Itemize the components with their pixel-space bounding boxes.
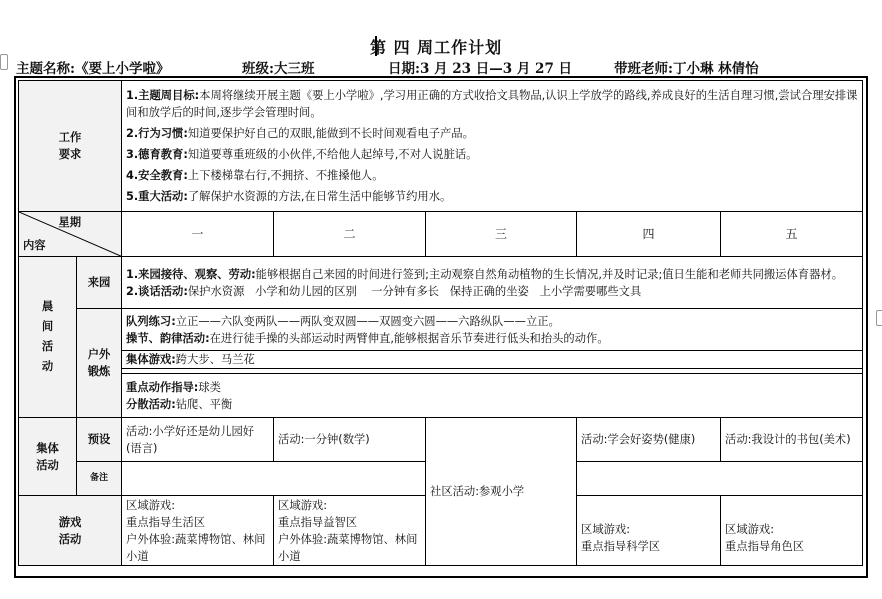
group-activity-thu: 活动:学会好姿势(健康) — [577, 418, 721, 462]
weekday-axis-label: 星期 — [58, 216, 82, 229]
arrival-label: 来园 — [77, 257, 122, 309]
date-info: 日期:3 月 23 日—3 月 27 日 — [388, 61, 573, 77]
game-activity-label: 游戏 活动 — [19, 496, 122, 566]
goal-item-4: 4.安全教育:上下楼梯靠右行,不拥挤、不推搡他人。 — [126, 169, 384, 182]
goal-item-2: 2.行为习惯:知道要保护好自己的双眼,能做到不长时间观看电子产品。 — [126, 127, 474, 140]
focus-row — [19, 374, 863, 418]
weekday-tue: 二 — [274, 212, 426, 257]
page-title: 第 四 周工作计划 — [370, 38, 503, 57]
work-requirements-content — [122, 81, 863, 212]
goal-item-5: 5.重大活动:了解保护水资源的方法,在日常生活中能够节约用水。 — [126, 190, 452, 203]
work-requirements-row — [19, 81, 863, 212]
group-activity-tue: 活动:一分钟(数学) — [274, 418, 426, 462]
diagonal-header-cell — [19, 212, 122, 257]
arrival-row — [19, 257, 863, 309]
outdoor-exercise-label: 户外 锻炼 — [77, 309, 122, 418]
ruler-marker-left — [0, 54, 8, 70]
notes-thu-fri — [577, 462, 863, 496]
group-activity-wed: 社区活动:参观小学 — [426, 418, 577, 566]
weekday-mon: 一 — [122, 212, 274, 257]
focus-content: 重点动作指导:球类 分散活动:钻爬、平衡 — [122, 374, 863, 418]
game-activity-tue: 区域游戏: 重点指导益智区 户外体验:蔬菜博物馆、林间小道 — [274, 496, 426, 566]
game-activity-mon: 区域游戏: 重点指导生活区 户外体验:蔬菜博物馆、林间小道 — [122, 496, 274, 566]
goal-item-3: 3.德育教育:知道要尊重班级的小伙伴,不给他人起绰号,不对人说脏话。 — [126, 148, 478, 161]
outdoor-drill-row — [19, 309, 863, 351]
group-game-row — [19, 351, 863, 369]
weekly-plan-table — [18, 80, 863, 566]
game-activity-thu: 区域游戏: 重点指导科学区 — [577, 496, 721, 566]
content-axis-label: 内容 — [23, 239, 46, 252]
group-activity-label: 集体 活动 — [19, 418, 77, 496]
weekday-fri: 五 — [721, 212, 863, 257]
notes-label: 备注 — [77, 462, 122, 496]
work-requirements-label: 工作 要求 — [19, 81, 122, 212]
ruler-marker-right — [876, 310, 882, 326]
weekday-header-row — [19, 212, 863, 257]
drill-content: 队列练习:立正——六队变两队——两队变双圆——双圆变六圆——六路纵队——立正。 操节、韵律活动:在进行徒手操的头部运动时两臂伸直,能够根据音乐节奏进行低头和抬头的动作。 — [122, 309, 863, 351]
group-activity-preset-row — [19, 418, 863, 462]
morning-activity-label: 晨 间 活 动 — [19, 257, 77, 418]
class-info: 班级:大三班 — [242, 61, 315, 77]
group-activity-mon: 活动:小学好还是幼儿园好(语言) — [122, 418, 274, 462]
goal-item-1: 1.主题周目标:本周将继续开展主题《要上小学啦》,学习用正确的方式收拾文具物品,认识上学放学的路线,养成良好的生活自理习惯,尝试合理安排课间和放学后的时间,逐步学会管理时间。 — [126, 89, 858, 119]
teacher-info: 带班老师:丁小琳 林倩怡 — [614, 61, 759, 77]
game-activity-fri: 区域游戏: 重点指导角色区 — [721, 496, 863, 566]
group-activity-fri: 活动:我设计的书包(美术) — [721, 418, 863, 462]
weekday-wed: 三 — [426, 212, 577, 257]
arrival-content: 1.来园接待、观察、劳动:能够根据自己来园的时间进行签到;主动观察自然角动植物的生长情况,并及时记录;值日生能和老师共同搬运体育器材。 2.谈话活动:保护水资源 小学和幼儿园的区别 一分钟有多长 保持正确的坐姿 上小学需要哪些文具 — [122, 257, 863, 309]
group-game-content: 集体游戏:跨大步、马兰花 — [122, 351, 863, 369]
notes-mon-tue — [122, 462, 426, 496]
weekday-thu: 四 — [577, 212, 721, 257]
preset-label: 预设 — [77, 418, 122, 462]
theme-info: 主题名称:《要上小学啦》 — [16, 61, 170, 77]
